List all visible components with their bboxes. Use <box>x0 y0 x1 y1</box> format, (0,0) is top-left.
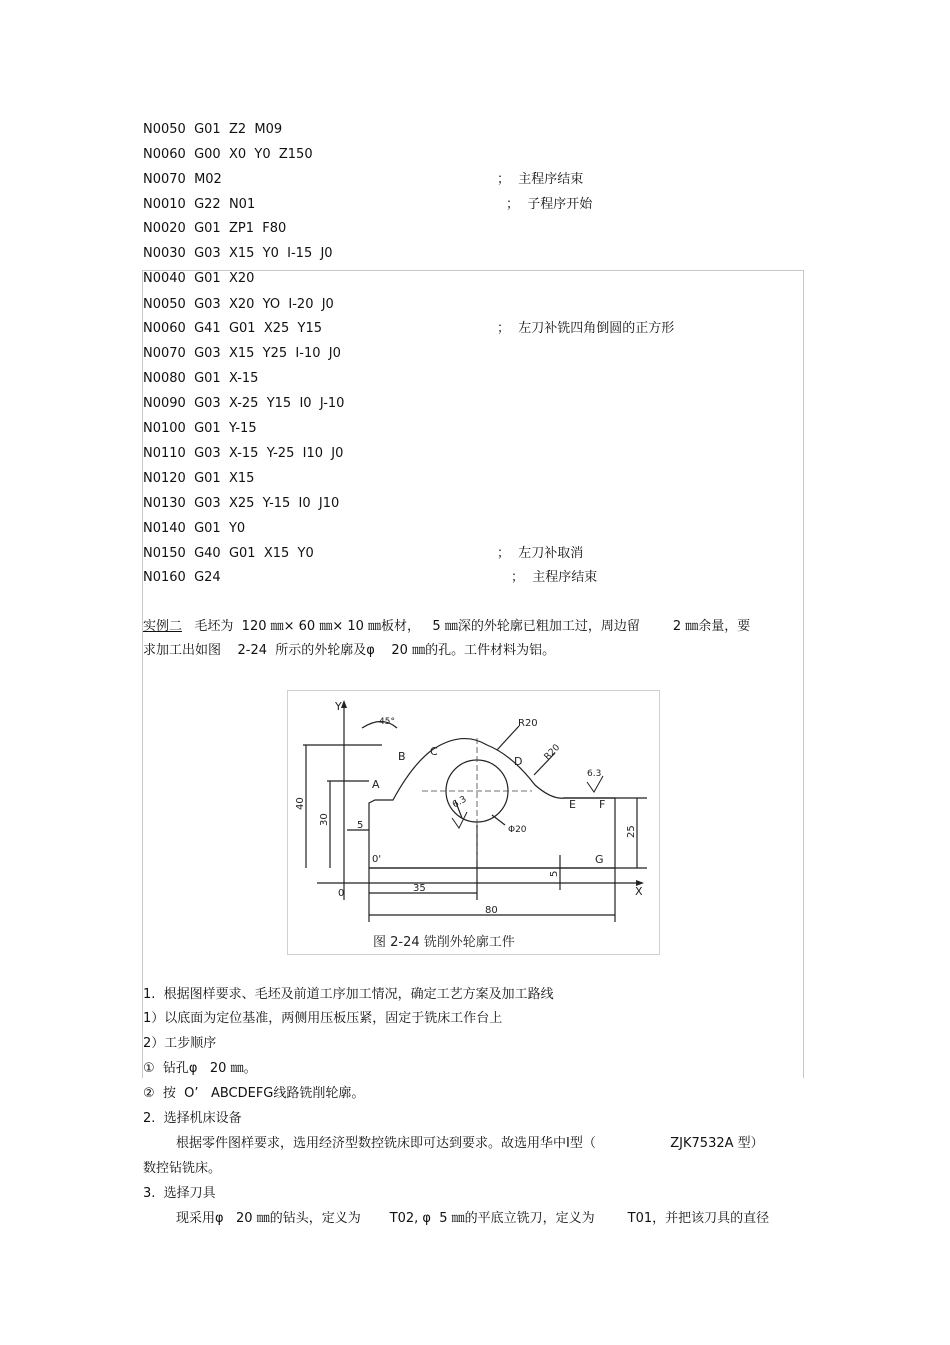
code-comment: ； 主程序结束 <box>497 172 584 187</box>
label-y: Y <box>335 700 342 713</box>
code-line: N0070 M02 <box>143 172 222 187</box>
code-line: N0060 G41 G01 X25 Y15 <box>143 321 323 336</box>
code-line: N0120 G01 X15 <box>143 471 255 486</box>
body-line: 2）工步顺序 <box>143 1036 217 1051</box>
code-comment: ； 子程序开始 <box>506 197 593 212</box>
code-line: N0140 G01 Y0 <box>143 521 246 536</box>
milling-profile-figure <box>287 690 660 955</box>
label-a: A <box>372 778 380 791</box>
code-line: N0010 G22 N01 <box>143 197 256 212</box>
dim-5a: 5 <box>357 820 364 831</box>
dim-35: 35 <box>413 883 426 894</box>
label-c: C <box>430 745 438 758</box>
label-b: B <box>398 750 406 763</box>
code-comment: ； 左刀补铣四角倒圆的正方形 <box>497 321 675 336</box>
body-line: 现采用φ 20 ㎜的钻头，定义为 T02, φ 5 ㎜的平底立铣刀，定义为 T01，并把该刀具的直径 <box>143 1211 770 1226</box>
code-line: N0060 G00 X0 Y0 Z150 <box>143 147 313 162</box>
dim-40: 40 <box>295 797 306 810</box>
example-paragraph-line2: 求加工出如图 2-24 所示的外轮廓及φ 20 ㎜的孔。工件材料为铝。 <box>143 643 556 658</box>
example-label: 实例二 <box>143 619 183 634</box>
label-r20: R20 <box>518 718 538 729</box>
label-f: F <box>599 798 606 811</box>
body-line: 数控钻铣床。 <box>143 1161 222 1176</box>
code-comment: ； 左刀补取消 <box>497 546 584 561</box>
code-line: N0050 G01 Z2 M09 <box>143 122 283 137</box>
label-g: G <box>595 853 604 866</box>
code-line: N0070 G03 X15 Y25 I-10 J0 <box>143 346 341 361</box>
code-comment: ； 主程序结束 <box>511 570 598 585</box>
label-e: E <box>569 798 576 811</box>
body-line: ② 按 O’ ABCDEFG线路铣削轮廓。 <box>143 1086 365 1101</box>
label-d: D <box>514 755 523 768</box>
dim-25: 25 <box>626 825 637 838</box>
code-line: N0160 G24 <box>143 570 221 585</box>
box-top-border <box>142 270 804 271</box>
label-x: X <box>635 885 643 898</box>
body-line: 1）以底面为定位基准，两侧用压板压紧，固定于铣床工作台上 <box>143 1011 503 1026</box>
code-line: N0100 G01 Y-15 <box>143 421 257 436</box>
figure-caption: 图 2-24 铣削外轮廓工件 <box>373 935 515 950</box>
body-line: 根据零件图样要求，选用经济型数控铣床即可达到要求。故选用华中Ⅰ型（ ZJK7532A 型） <box>143 1136 764 1151</box>
label-angle: 45° <box>379 717 395 727</box>
dim-80: 80 <box>485 905 498 916</box>
box-right-border <box>803 270 804 1078</box>
code-line: N0030 G03 X15 Y0 I-15 J0 <box>143 246 333 261</box>
body-line: 1. 根据图样要求、毛坯及前道工序加工情况，确定工艺方案及加工路线 <box>143 987 554 1002</box>
code-line: N0020 G01 ZP1 F80 <box>143 221 287 236</box>
label-origin: 0 <box>338 888 345 899</box>
body-line: 3. 选择刀具 <box>143 1186 216 1201</box>
box-left-border <box>142 270 143 1078</box>
label-origin-prime: 0' <box>372 854 382 865</box>
dim-5b: 5 <box>549 870 560 877</box>
body-line: 2. 选择机床设备 <box>143 1111 242 1126</box>
code-line: N0150 G40 G01 X15 Y0 <box>143 546 314 561</box>
body-line: ① 钻孔φ 20 ㎜。 <box>143 1061 257 1076</box>
example-paragraph-line1: 实例二 毛坯为 120 ㎜× 60 ㎜× 10 ㎜板材， 5 ㎜深的外轮廓已粗加工过，周边留 2 ㎜余量，要 <box>143 619 751 634</box>
label-ra1: 6.3 <box>587 769 602 779</box>
code-line: N0050 G03 X20 YO I-20 J0 <box>143 297 334 312</box>
label-ra2: 6.3 <box>451 794 469 811</box>
code-line: N0130 G03 X25 Y-15 I0 J10 <box>143 496 340 511</box>
label-phi20: Φ20 <box>508 825 527 835</box>
code-line: N0080 G01 X-15 <box>143 371 259 386</box>
dim-30: 30 <box>319 813 330 826</box>
code-line: N0040 G01 X20 <box>143 271 255 286</box>
code-line: N0110 G03 X-15 Y-25 I10 J0 <box>143 446 344 461</box>
label-r20b: R20 <box>542 742 563 763</box>
code-line: N0090 G03 X-25 Y15 I0 J-10 <box>143 396 345 411</box>
